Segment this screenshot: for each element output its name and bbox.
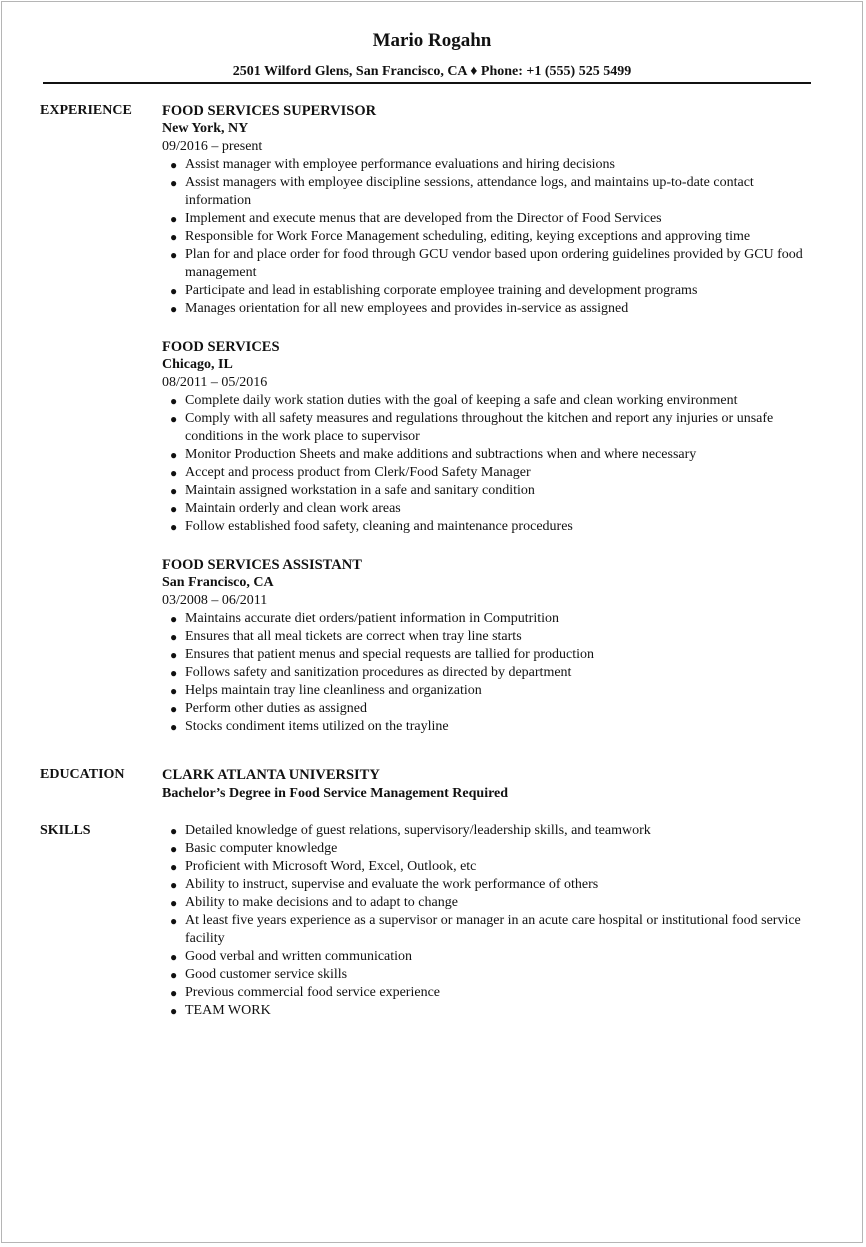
list-item bbox=[162, 840, 822, 858]
list-item bbox=[162, 392, 822, 410]
job-title: FOOD SERVICES bbox=[162, 339, 280, 355]
bullet-text: Perform other duties as assigned bbox=[185, 701, 367, 716]
bullet-icon: ● bbox=[170, 612, 178, 626]
bullet-text: Comply with all safety measures and regulations throughout the kitchen and report any injuries or unsafe conditions in the work place to supervisor bbox=[185, 411, 774, 444]
bullet-text: Ensures that patient menus and special requests are tallied for production bbox=[185, 647, 594, 662]
bullet-icon: ● bbox=[170, 1004, 178, 1018]
skill-text: TEAM WORK bbox=[185, 1003, 271, 1018]
list-item bbox=[162, 948, 822, 966]
job-entry bbox=[162, 102, 822, 318]
bullet-text: Follows safety and sanitization procedures as directed by department bbox=[185, 665, 572, 680]
education-degree: Bachelor’s Degree in Food Service Management Required bbox=[162, 786, 509, 801]
skill-text: At least five years experience as a supervisor or manager in an acute care hospital or institutional food service facility bbox=[185, 913, 801, 946]
list-item bbox=[162, 912, 822, 948]
job-bullet-list bbox=[162, 392, 822, 536]
job-location: Chicago, IL bbox=[162, 357, 233, 372]
list-item bbox=[162, 446, 822, 464]
candidate-name: Mario Rogahn bbox=[372, 30, 492, 51]
bullet-icon: ● bbox=[170, 230, 178, 244]
bullet-icon: ● bbox=[170, 520, 178, 534]
bullet-icon: ● bbox=[170, 896, 178, 910]
skill-text: Good verbal and written communication bbox=[185, 949, 413, 964]
list-item bbox=[162, 664, 822, 682]
contact-line: 2501 Wilford Glens, San Francisco, CA ♦ Phone: +1 (555) 525 5499 bbox=[232, 64, 632, 79]
section-label-skills: SKILLS bbox=[40, 823, 91, 838]
list-item bbox=[162, 300, 822, 318]
list-item bbox=[162, 482, 822, 500]
bullet-text: Follow established food safety, cleaning and maintenance procedures bbox=[185, 519, 573, 534]
bullet-icon: ● bbox=[170, 878, 178, 892]
bullet-text: Complete daily work station duties with the goal of keeping a safe and clean working environment bbox=[185, 393, 738, 408]
bullet-icon: ● bbox=[170, 466, 178, 480]
list-item bbox=[162, 682, 822, 700]
bullet-icon: ● bbox=[170, 666, 178, 680]
skill-text: Proficient with Microsoft Word, Excel, Outlook, etc bbox=[185, 859, 477, 874]
bullet-text: Assist manager with employee performance evaluations and hiring decisions bbox=[185, 157, 615, 172]
bullet-icon: ● bbox=[170, 212, 178, 226]
list-item bbox=[162, 210, 822, 228]
bullet-icon: ● bbox=[170, 158, 178, 172]
bullet-icon: ● bbox=[170, 484, 178, 498]
skill-text: Good customer service skills bbox=[185, 967, 348, 982]
bullet-text: Maintain assigned workstation in a safe and sanitary condition bbox=[185, 483, 535, 498]
list-item bbox=[162, 894, 822, 912]
bullet-text: Ensures that all meal tickets are correct when tray line starts bbox=[185, 629, 522, 644]
section-label-experience: EXPERIENCE bbox=[40, 103, 132, 118]
job-entry bbox=[162, 338, 822, 536]
bullet-icon: ● bbox=[170, 394, 178, 408]
skill-text: Detailed knowledge of guest relations, supervisory/leadership skills, and teamwork bbox=[185, 823, 651, 838]
bullet-icon: ● bbox=[170, 824, 178, 838]
bullet-icon: ● bbox=[170, 968, 178, 982]
list-item bbox=[162, 1002, 822, 1020]
bullet-icon: ● bbox=[170, 448, 178, 462]
list-item bbox=[162, 610, 822, 628]
bullet-text: Responsible for Work Force Management scheduling, editing, keying exceptions and approving time bbox=[185, 229, 751, 244]
skill-text: Previous commercial food service experience bbox=[185, 985, 441, 1000]
list-item bbox=[162, 628, 822, 646]
list-item bbox=[162, 518, 822, 536]
skill-text: Basic computer knowledge bbox=[185, 841, 338, 856]
skills-list bbox=[162, 822, 822, 1020]
bullet-text: Maintain orderly and clean work areas bbox=[185, 501, 401, 516]
job-location: San Francisco, CA bbox=[162, 575, 274, 590]
list-item bbox=[162, 858, 822, 876]
experience-list bbox=[162, 102, 822, 756]
bullet-text: Monitor Production Sheets and make additions and subtractions when and where necessary bbox=[185, 447, 697, 462]
list-item bbox=[162, 246, 822, 282]
list-item bbox=[162, 228, 822, 246]
header-divider bbox=[43, 82, 811, 84]
section-label-education: EDUCATION bbox=[40, 767, 125, 782]
bullet-icon: ● bbox=[170, 950, 178, 964]
skills-body bbox=[162, 822, 822, 1020]
bullet-icon: ● bbox=[170, 684, 178, 698]
bullet-icon: ● bbox=[170, 986, 178, 1000]
skill-text: Ability to instruct, supervise and evaluate the work performance of others bbox=[185, 877, 599, 892]
bullet-icon: ● bbox=[170, 914, 178, 928]
list-item bbox=[162, 718, 822, 736]
bullet-text: Assist managers with employee discipline sessions, attendance logs, and maintains up-to-date contact information bbox=[185, 175, 754, 208]
job-title: FOOD SERVICES ASSISTANT bbox=[162, 557, 362, 573]
list-item bbox=[162, 174, 822, 210]
bullet-icon: ● bbox=[170, 842, 178, 856]
list-item bbox=[162, 282, 822, 300]
bullet-text: Maintains accurate diet orders/patient information in Computrition bbox=[185, 611, 560, 626]
bullet-icon: ● bbox=[170, 720, 178, 734]
list-item bbox=[162, 156, 822, 174]
resume-page bbox=[1, 1, 863, 1243]
bullet-text: Implement and execute menus that are developed from the Director of Food Services bbox=[185, 211, 662, 226]
job-bullet-list bbox=[162, 610, 822, 736]
list-item bbox=[162, 646, 822, 664]
bullet-icon: ● bbox=[170, 702, 178, 716]
list-item bbox=[162, 700, 822, 718]
list-item bbox=[162, 822, 822, 840]
job-bullet-list bbox=[162, 156, 822, 318]
skill-text: Ability to make decisions and to adapt to change bbox=[185, 895, 458, 910]
job-title: FOOD SERVICES SUPERVISOR bbox=[162, 103, 377, 119]
bullet-icon: ● bbox=[170, 176, 178, 190]
bullet-text: Accept and process product from Clerk/Food Safety Manager bbox=[185, 465, 531, 480]
education-entry bbox=[162, 766, 822, 804]
bullet-icon: ● bbox=[170, 284, 178, 298]
bullet-icon: ● bbox=[170, 248, 178, 262]
job-entry bbox=[162, 556, 822, 736]
bullet-icon: ● bbox=[170, 648, 178, 662]
list-item bbox=[162, 966, 822, 984]
job-location: New York, NY bbox=[162, 121, 249, 136]
bullet-icon: ● bbox=[170, 502, 178, 516]
list-item bbox=[162, 500, 822, 518]
job-dates: 03/2008 – 06/2011 bbox=[162, 593, 268, 608]
list-item bbox=[162, 410, 822, 446]
list-item bbox=[162, 984, 822, 1002]
bullet-text: Helps maintain tray line cleanliness and organization bbox=[185, 683, 482, 698]
bullet-text: Stocks condiment items utilized on the trayline bbox=[185, 719, 449, 734]
bullet-icon: ● bbox=[170, 630, 178, 644]
education-school: CLARK ATLANTA UNIVERSITY bbox=[162, 767, 380, 783]
bullet-icon: ● bbox=[170, 302, 178, 316]
job-dates: 08/2011 – 05/2016 bbox=[162, 375, 268, 390]
bullet-icon: ● bbox=[170, 860, 178, 874]
bullet-text: Manages orientation for all new employees and provides in-service as assigned bbox=[185, 301, 629, 316]
list-item bbox=[162, 876, 822, 894]
bullet-text: Participate and lead in establishing corporate employee training and development programs bbox=[185, 283, 698, 298]
bullet-text: Plan for and place order for food through GCU vendor based upon ordering guidelines provided by GCU food management bbox=[185, 247, 803, 280]
list-item bbox=[162, 464, 822, 482]
bullet-icon: ● bbox=[170, 412, 178, 426]
job-dates: 09/2016 – present bbox=[162, 139, 263, 154]
